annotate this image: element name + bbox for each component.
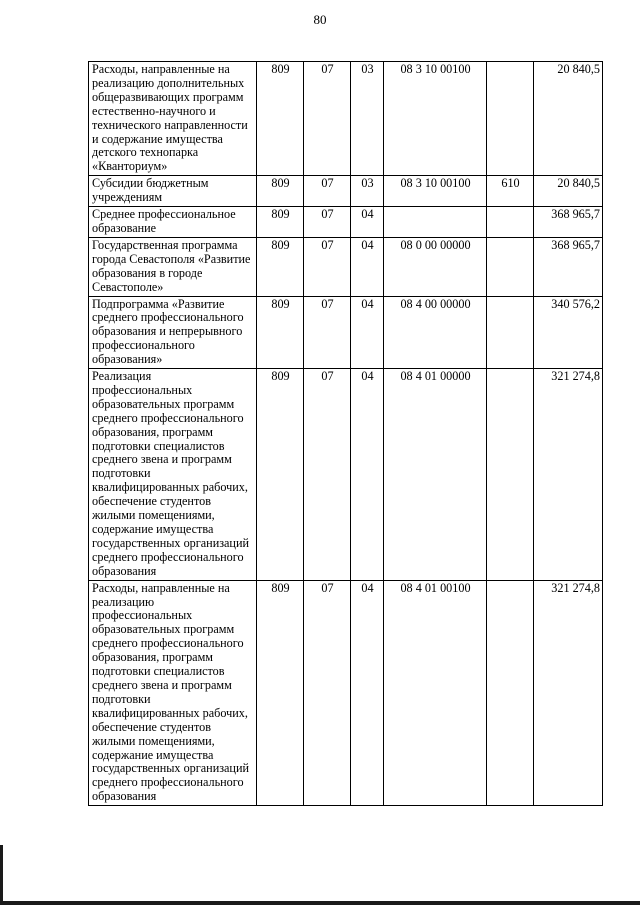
row-rz-cell: 07 [304, 176, 351, 207]
row-name-cell: Расходы, направленные на реализацию дополнительных общеразвивающих программ естественно-научного и технического направленности и содержание имущества детского технопарка «Кванториум» [89, 62, 257, 176]
row-rz-cell: 07 [304, 207, 351, 238]
table-row [89, 369, 603, 581]
page-number: 80 [313, 12, 327, 27]
row-vr-cell [487, 62, 534, 176]
row-pr-cell: 03 [351, 62, 384, 176]
budget-table [88, 61, 603, 806]
row-pr-cell: 04 [351, 580, 384, 806]
row-sum-cell: 321 274,8 [534, 369, 603, 581]
row-rz-cell: 07 [304, 369, 351, 581]
scan-bottom-edge [0, 901, 640, 905]
table-row [89, 237, 603, 296]
row-vr-cell [487, 237, 534, 296]
table-row [89, 176, 603, 207]
row-name-cell: Среднее профессиональное образование [89, 207, 257, 238]
table-row [89, 580, 603, 806]
row-ved-cell: 809 [257, 176, 304, 207]
table-row [89, 296, 603, 369]
row-sum-cell: 368 965,7 [534, 207, 603, 238]
scan-left-edge [0, 845, 3, 905]
row-vr-cell [487, 580, 534, 806]
row-ved-cell: 809 [257, 62, 304, 176]
row-sum-cell: 20 840,5 [534, 176, 603, 207]
row-csr-cell [384, 207, 487, 238]
row-ved-cell: 809 [257, 296, 304, 369]
row-sum-cell: 340 576,2 [534, 296, 603, 369]
row-csr-cell: 08 4 01 00000 [384, 369, 487, 581]
row-csr-cell: 08 4 00 00000 [384, 296, 487, 369]
row-csr-cell: 08 4 01 00100 [384, 580, 487, 806]
row-vr-cell [487, 207, 534, 238]
row-pr-cell: 04 [351, 207, 384, 238]
row-ved-cell: 809 [257, 369, 304, 581]
row-pr-cell: 04 [351, 369, 384, 581]
row-ved-cell: 809 [257, 207, 304, 238]
row-name-cell: Реализация профессиональных образовательных программ среднего профессионального образования, программ подготовки специалистов среднего звена и программ подготовки квалифицированных рабочих, обеспечение студентов жилыми помещениями, содержание имущества государственных организаций среднего профессионального образования [89, 369, 257, 581]
row-sum-cell: 20 840,5 [534, 62, 603, 176]
row-vr-cell [487, 296, 534, 369]
row-csr-cell: 08 0 00 00000 [384, 237, 487, 296]
row-csr-cell: 08 3 10 00100 [384, 176, 487, 207]
row-name-cell: Государственная программа города Севастополя «Развитие образования в городе Севастополе» [89, 237, 257, 296]
table-row [89, 207, 603, 238]
row-rz-cell: 07 [304, 237, 351, 296]
row-sum-cell: 321 274,8 [534, 580, 603, 806]
row-name-cell: Подпрограмма «Развитие среднего профессионального образования и непрерывного профессионального образования» [89, 296, 257, 369]
row-pr-cell: 03 [351, 176, 384, 207]
row-sum-cell: 368 965,7 [534, 237, 603, 296]
row-ved-cell: 809 [257, 580, 304, 806]
row-rz-cell: 07 [304, 62, 351, 176]
row-name-cell: Расходы, направленные на реализацию профессиональных образовательных программ среднего профессионального образования, программ подготовки специалистов среднего звена и программ подготовки квалифицированных рабочих, обеспечение студентов жилыми помещениями, содержание имущества государственных организаций среднего профессионального образования [89, 580, 257, 806]
row-pr-cell: 04 [351, 237, 384, 296]
table-row [89, 62, 603, 176]
row-vr-cell [487, 369, 534, 581]
row-ved-cell: 809 [257, 237, 304, 296]
row-vr-cell: 610 [487, 176, 534, 207]
budget-table-body [89, 62, 603, 806]
row-pr-cell: 04 [351, 296, 384, 369]
row-rz-cell: 07 [304, 296, 351, 369]
row-name-cell: Субсидии бюджетным учреждениям [89, 176, 257, 207]
row-csr-cell: 08 3 10 00100 [384, 62, 487, 176]
row-rz-cell: 07 [304, 580, 351, 806]
